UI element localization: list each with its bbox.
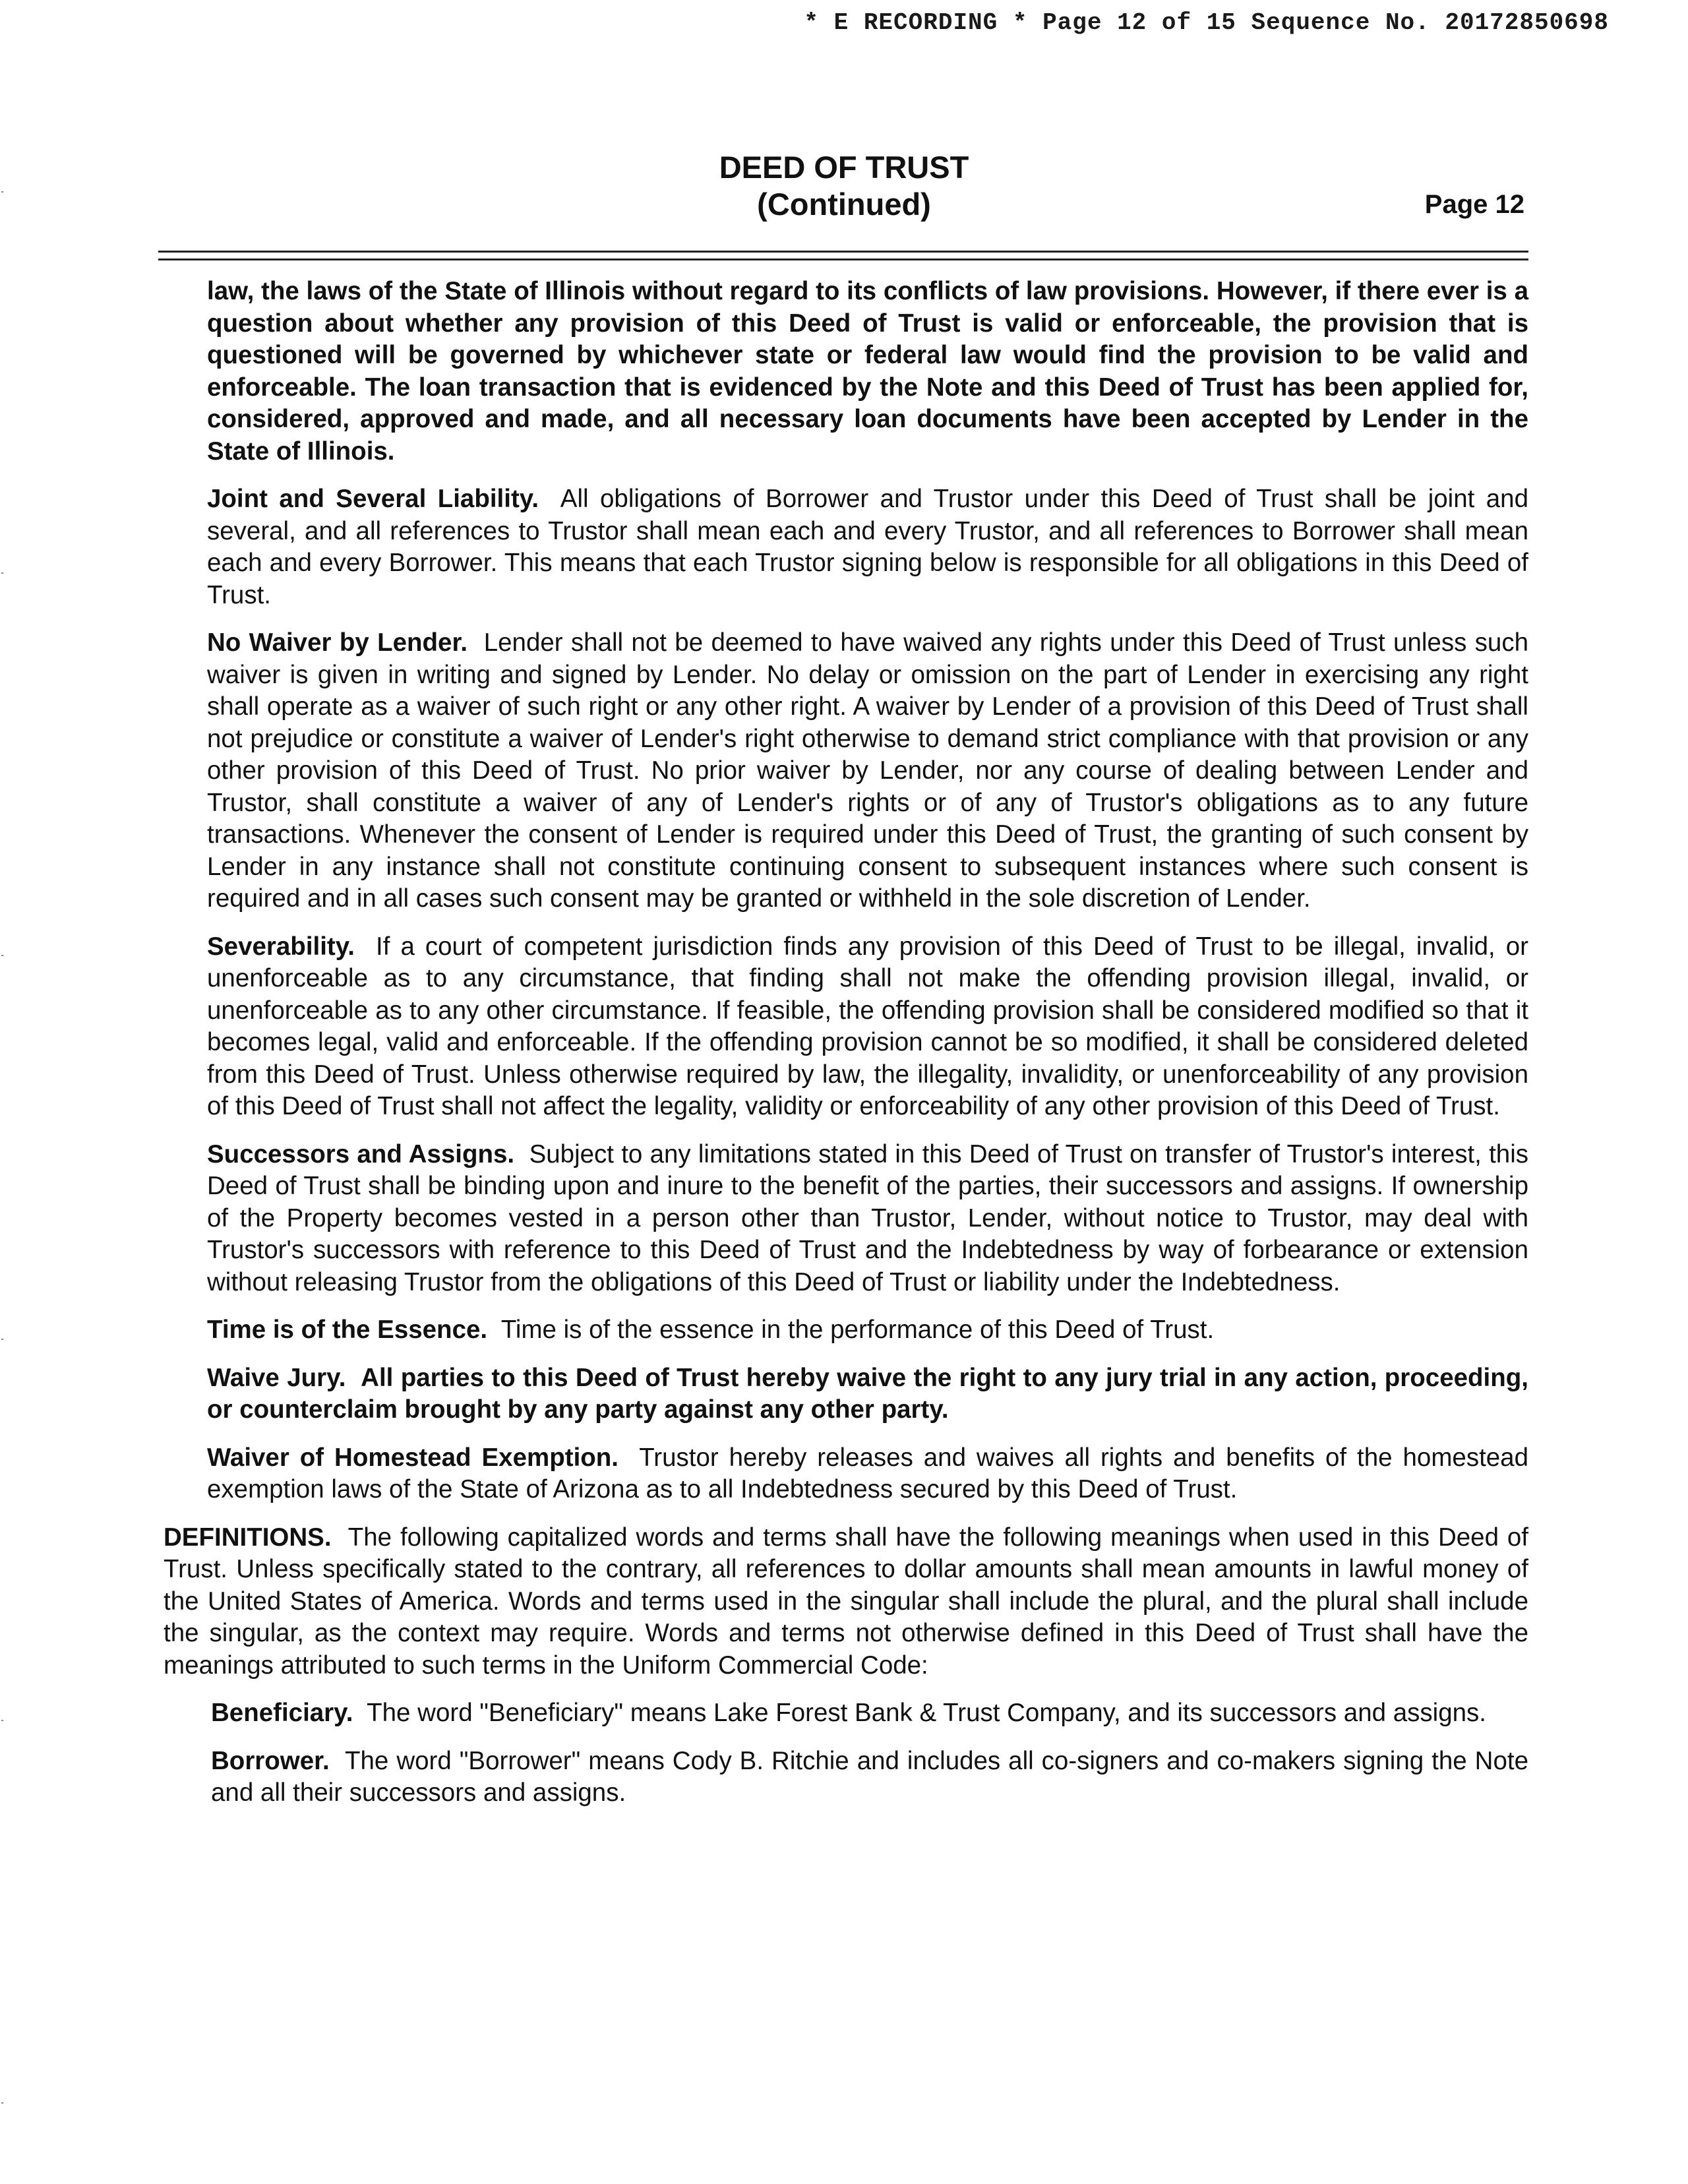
paragraph-text: Time is of the essence in the performance of this Deed of Trust.: [500, 1316, 1215, 1344]
paragraph-term: Time is of the Essence.: [207, 1316, 488, 1344]
recording-header: * E RECORDING * Page 12 of 15 Sequence No. 20172850698: [804, 9, 1609, 36]
header-rule-bottom: [158, 258, 1528, 260]
definitions-paragraph: [164, 1522, 1528, 1682]
paragraph-text: All obligations of Borrower and Trustor under this Deed of Trust shall be joint and several, and all references to Trustor shall mean each and every Trustor, and all references to Borrower shall mean each and every Borrower. This means that each Trustor signing below is responsible for all obligations in this Deed of Trust.: [207, 485, 1528, 609]
paragraph-term: Waive Jury.: [207, 1363, 346, 1392]
paragraph-text: Subject to any limitations stated in this Deed of Trust on transfer of Trustor's interest, this Deed of Trust shall be binding upon and inure to the benefit of the parties, their successors and assigns. If ownership of the Property becomes vested in a person other than Trustor, Lender, without notice to Trustor, may deal with Trustor's successors with reference to this Deed of Trust and the Indebtedness by way of forbearance or extension without releasing Trustor from the obligations of this Deed of Trust or liability under the Indebtedness.: [207, 1139, 1529, 1296]
scan-margin-mark: [1, 1720, 3, 1721]
waive-jury-paragraph: [164, 1362, 1528, 1426]
time-essence-paragraph: [164, 1314, 1528, 1347]
paragraph-term: Severability.: [207, 932, 355, 961]
document-subtitle: (Continued): [757, 187, 931, 222]
paragraph-text: Trustor hereby releases and waives all rights and benefits of the homestead exemption laws of the State of Arizona as to all Indebtedness secured by this Deed of Trust.: [207, 1443, 1529, 1503]
severability-paragraph: [164, 931, 1528, 1123]
document-title: DEED OF TRUST: [719, 150, 969, 185]
homestead-exemption-paragraph: [164, 1442, 1528, 1506]
scan-margin-mark: [1, 1339, 3, 1340]
paragraph-term: Joint and Several Liability.: [207, 485, 539, 513]
definition-beneficiary: [164, 1697, 1528, 1730]
document-body: [164, 276, 1528, 1825]
scan-margin-mark: [1, 572, 3, 574]
paragraph-term: No Waiver by Lender.: [207, 628, 468, 657]
definition-text: The word "Borrower" means Cody B. Ritchie and includes all co-signers and co-makers signing the Note and all their successors and assigns.: [211, 1746, 1528, 1807]
definition-borrower: [164, 1745, 1528, 1809]
scan-margin-mark: [1, 955, 3, 956]
page-number: Page 12: [1424, 190, 1524, 219]
paragraph-text: Lender shall not be deemed to have waived any rights under this Deed of Trust unless such waiver is given in writing and signed by Lender. No delay or omission on the part of Lender in exercising any right shall operate as a waiver of such right or any other right. A waiver by Lender of a provision of this Deed of Trust shall not prejudice or constitute a waiver of Lender's right otherwise to demand strict compliance with that provision or any other provision of this Deed of Trust. No prior waiver by Lender, nor any course of dealing between Lender and Trustor, shall constitute a waiver of any of Lender's rights or of any of Trustor's obligations as to any future transactions. Whenever the consent of Lender is required under this Deed of Trust, the granting of such consent by Lender in any instance shall not constitute continuing consent to subsequent instances where such consent is required and in all cases such consent may be granted or withheld in the sole discretion of Lender.: [207, 628, 1528, 913]
scan-margin-mark: [1, 191, 3, 193]
definition-term: Borrower.: [211, 1746, 330, 1775]
joint-several-liability-paragraph: [164, 483, 1528, 611]
header-rule-top: [158, 251, 1528, 253]
successors-assigns-paragraph: [164, 1139, 1528, 1299]
paragraph-text: All parties to this Deed of Trust hereby waive the right to any jury trial in any action, proceeding, or counterclaim brought by any party against any other party.: [207, 1363, 1528, 1424]
definition-term: Beneficiary.: [211, 1699, 353, 1727]
paragraph-term: Waiver of Homestead Exemption.: [207, 1443, 619, 1472]
paragraph-text: The following capitalized words and terms shall have the following meanings when used in this Deed of Trust. Unless specifically stated to the contrary, all references to dollar amounts shall mean amounts in lawful money of the United States of America. Words and terms used in the singular shall include the plural, and the plural shall include the singular, as the context may require. Words and terms not otherwise defined in this Deed of Trust shall have the meanings attributed to such terms in the Uniform Commercial Code:: [164, 1523, 1529, 1680]
scan-margin-mark: [1, 2102, 3, 2104]
paragraph-text: If a court of competent jurisdiction finds any provision of this Deed of Trust to be illegal, invalid, or unenforceable as to any circumstance, that finding shall not make the offending provision illegal, invalid, or unenforceable as to any other circumstance. If feasible, the offending provision shall be considered modified so that it becomes legal, valid and enforceable. If the offending provision cannot be so modified, it shall be considered deleted from this Deed of Trust. Unless otherwise required by law, the illegality, invalidity, or unenforceability of any provision of this Deed of Trust shall not affect the legality, validity or enforceability of any other provision of this Deed of Trust.: [207, 932, 1528, 1120]
paragraph-text: law, the laws of the State of Illinois without regard to its conflicts of law provisions. However, if there ever is a question about whether any provision of this Deed of Trust is valid or enforceable, the provision that is questioned will be governed by whichever state or federal law would find the provision to be valid and enforceable. The loan transaction that is evidenced by the Note and this Deed of Trust has been applied for, considered, approved and made, and all necessary loan documents have been accepted by Lender in the State of Illinois.: [207, 277, 1528, 466]
paragraph-term: Successors and Assigns.: [207, 1139, 515, 1168]
governing-law-paragraph: [164, 276, 1528, 468]
definition-text: The word "Beneficiary" means Lake Forest Bank & Trust Company, and its successors and assigns.: [367, 1699, 1486, 1727]
section-heading: DEFINITIONS.: [164, 1523, 332, 1552]
no-waiver-paragraph: [164, 627, 1528, 915]
